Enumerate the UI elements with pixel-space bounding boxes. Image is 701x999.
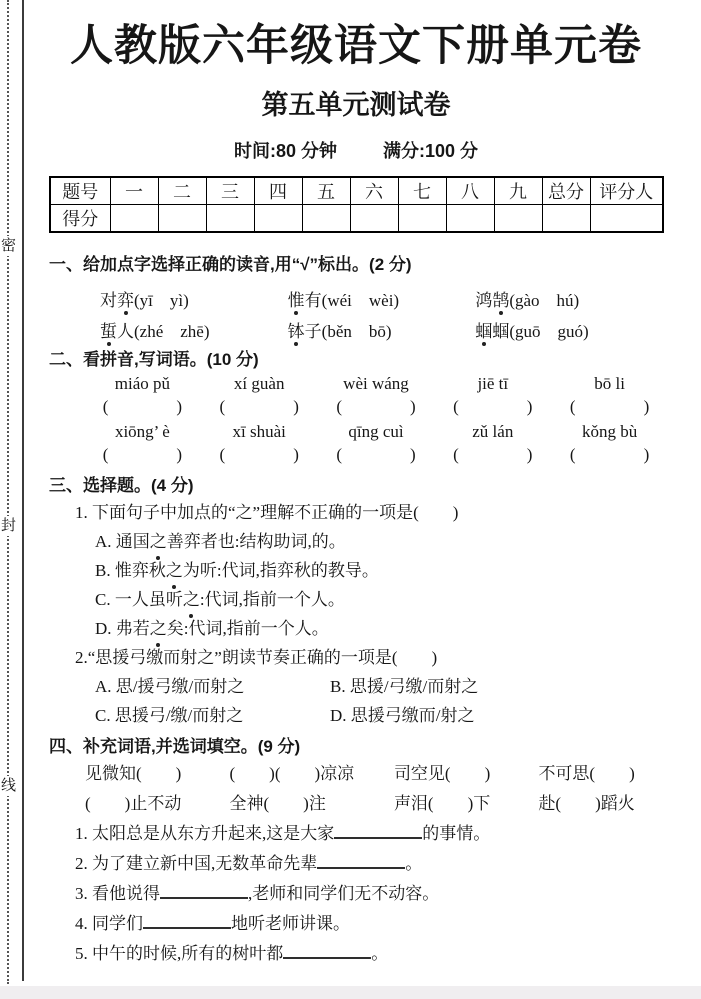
question1-option-b xyxy=(49,556,663,585)
pinyin-choice-item xyxy=(100,317,288,342)
answer-bracket: ( ) xyxy=(102,445,183,465)
score-row-label: 得分 xyxy=(50,205,110,233)
answer-bracket: ( ) xyxy=(219,397,299,417)
seal-solid-line xyxy=(22,0,24,981)
pinyin-write-item xyxy=(206,372,313,420)
seal-label-feng: 封 xyxy=(0,518,16,534)
pinyin-write-item xyxy=(439,420,546,468)
item-post: 有(wéi wèi) xyxy=(304,291,400,311)
section1-row xyxy=(49,314,663,345)
option-pre: B. 惟弈秋 xyxy=(95,561,166,581)
fill-post: 。 xyxy=(405,854,423,874)
question2-option-c: C. 思援弓/缴/而射之 xyxy=(95,706,244,726)
pinyin-text: wèi wáng xyxy=(343,374,409,394)
section4-heading: 四、补充词语,并选词填空。(9 分) xyxy=(49,737,301,757)
score-cell-empty xyxy=(590,205,663,233)
fill-blank-line xyxy=(160,885,248,899)
fill-pre: 1. 太阳总是从东方升起来,这是大家 xyxy=(75,824,335,844)
pinyin-text: xiōng’ è xyxy=(114,422,170,442)
idiom-blank-item: 不可思( ) xyxy=(538,764,635,784)
fill-pre: 4. 同学们 xyxy=(75,914,143,934)
fill-post: 的事情。 xyxy=(422,824,491,844)
fill-blank-line xyxy=(317,855,405,869)
item-post: (gào hú) xyxy=(509,291,580,311)
score-cell-empty xyxy=(398,205,446,233)
pinyin-write-item xyxy=(439,372,546,420)
answer-bracket: ( ) xyxy=(336,397,416,417)
dotted-char: 之 xyxy=(150,614,167,643)
question2-option-a: A. 思/援弓缴/而射之 xyxy=(95,677,245,697)
paper-content xyxy=(49,0,663,969)
seal-label-xian: 线 xyxy=(0,778,16,794)
fill-pre: 2. 为了建立新中国,无数革命先辈 xyxy=(75,854,318,874)
pinyin-text: kǒng bù xyxy=(581,422,638,442)
dotted-char: 之 xyxy=(166,556,183,585)
pinyin-write-item xyxy=(323,420,430,468)
section2-row xyxy=(49,372,663,420)
fill-blank-line xyxy=(143,915,231,929)
idiom-blank-item: 司空见( ) xyxy=(393,764,491,784)
score-table-header-cell: 四 xyxy=(254,177,302,205)
dotted-char: 之 xyxy=(183,585,200,614)
item-post: 蝈(guō guó) xyxy=(492,322,589,342)
pinyin-choice-item xyxy=(475,317,663,342)
dotted-char: 钵 xyxy=(288,317,305,342)
score-table-header-cell: 总分 xyxy=(542,177,590,205)
dotted-char: 之 xyxy=(150,527,167,556)
score-cell-empty xyxy=(254,205,302,233)
page-title: 人教版六年级语文下册单元卷 xyxy=(70,23,642,70)
section4-word-row xyxy=(49,789,663,819)
idiom-blank-item: 全神( )注 xyxy=(229,794,326,814)
option-pre: C. 一人虽听 xyxy=(95,590,183,610)
fill-item-3 xyxy=(49,879,663,909)
dotted-char: 蝈 xyxy=(475,317,492,342)
option-post: :代词,指前一个人。 xyxy=(199,590,345,610)
question2-option-row xyxy=(49,701,663,730)
item-pre: 对 xyxy=(100,291,117,311)
page-bottom-edge xyxy=(0,986,701,999)
option-pre: D. 弗若 xyxy=(95,619,150,639)
score-table-header-cell: 五 xyxy=(302,177,350,205)
item-pre: 鸿 xyxy=(475,291,493,311)
pinyin-text: zǔ lán xyxy=(472,422,514,442)
pinyin-text: bō li xyxy=(594,374,625,394)
score-table xyxy=(49,176,664,233)
score-table-score-row xyxy=(50,205,663,233)
score-cell-empty xyxy=(494,205,542,233)
answer-bracket: ( ) xyxy=(453,445,533,465)
question2-option-d: D. 思援弓缴而/射之 xyxy=(330,706,475,726)
question1-option-a xyxy=(49,527,663,556)
pinyin-choice-item xyxy=(288,317,476,342)
seal-dotted-line xyxy=(7,0,9,984)
fill-blank-line xyxy=(283,945,371,959)
question1-option-d xyxy=(49,614,663,643)
pinyin-write-item xyxy=(206,420,313,468)
option-pre: A. 通国 xyxy=(95,532,150,552)
score-cell-empty xyxy=(542,205,590,233)
exam-info-line xyxy=(49,137,663,163)
fill-pre: 3. 看他说得 xyxy=(75,884,160,904)
score-table-header-cell: 一 xyxy=(110,177,158,205)
score-table-header-cell: 八 xyxy=(446,177,494,205)
pinyin-write-item xyxy=(323,372,430,420)
fill-item-1 xyxy=(49,819,663,849)
pinyin-choice-item xyxy=(475,286,663,311)
pinyin-text: xī shuài xyxy=(232,422,286,442)
answer-bracket: ( ) xyxy=(336,445,416,465)
full-score: 满分:100 分 xyxy=(383,141,479,162)
item-post: (yī yì) xyxy=(134,291,189,311)
answer-bracket: ( ) xyxy=(569,397,650,417)
answer-bracket: ( ) xyxy=(219,445,299,465)
section2-row xyxy=(49,420,663,468)
section2-heading: 二、看拼音,写词语。(10 分) xyxy=(49,350,259,370)
pinyin-text: jiē tī xyxy=(477,374,509,394)
fill-post: 。 xyxy=(371,944,389,964)
pinyin-write-item xyxy=(556,420,663,468)
seal-label-mi: 密 xyxy=(0,238,16,254)
score-table-header-cell: 六 xyxy=(350,177,398,205)
question2-option-b: B. 思援/弓缴/而射之 xyxy=(330,677,479,697)
fill-item-2 xyxy=(49,849,663,879)
option-post: 善弈者也:结构助词,的。 xyxy=(166,532,346,552)
pinyin-choice-item xyxy=(288,286,476,311)
score-table-header-row xyxy=(50,177,663,205)
score-cell-empty xyxy=(350,205,398,233)
dotted-char: 蜇 xyxy=(100,317,117,342)
pinyin-write-item xyxy=(556,372,663,420)
question2-option-row xyxy=(49,672,663,701)
dotted-char: 鹄 xyxy=(492,286,509,311)
item-post: 人(zhé zhē) xyxy=(117,322,210,342)
fill-item-4 xyxy=(49,909,663,939)
pinyin-write-item xyxy=(89,372,196,420)
fill-pre: 5. 中午的时候,所有的树叶都 xyxy=(75,944,284,964)
option-post: 矣:代词,指前一个人。 xyxy=(166,619,329,639)
pinyin-text: miáo pǔ xyxy=(114,374,171,394)
idiom-blank-item: 见微知( ) xyxy=(85,764,182,784)
score-cell-empty xyxy=(446,205,494,233)
score-table-header-cell: 九 xyxy=(494,177,542,205)
section3-heading: 三、选择题。(4 分) xyxy=(49,476,194,496)
section1-row xyxy=(49,283,663,314)
score-table-header-cell: 评分人 xyxy=(590,177,663,205)
pinyin-choice-item xyxy=(100,286,288,311)
item-post: 子(běn bō) xyxy=(304,322,392,342)
pinyin-text: qīng cuì xyxy=(348,422,404,442)
score-cell-empty xyxy=(206,205,254,233)
fill-post: ,老师和同学们无不动容。 xyxy=(248,884,440,904)
pinyin-write-item xyxy=(89,420,196,468)
idiom-blank-item: ( )止不动 xyxy=(85,794,182,814)
question1-option-c xyxy=(49,585,663,614)
answer-bracket: ( ) xyxy=(102,397,183,417)
score-table-header-cell: 三 xyxy=(206,177,254,205)
score-cell-empty xyxy=(302,205,350,233)
score-table-header-cell: 题号 xyxy=(50,177,110,205)
section1-heading: 一、给加点字选择正确的读音,用“√”标出。(2 分) xyxy=(49,255,412,275)
dotted-char: 惟 xyxy=(288,286,305,311)
section4-word-row xyxy=(49,759,663,789)
fill-blank-line xyxy=(334,825,422,839)
question1-stem: 1. 下面句子中加点的“之”理解不正确的一项是( ) xyxy=(75,503,459,523)
score-cell-empty xyxy=(158,205,206,233)
score-cell-empty xyxy=(110,205,158,233)
idiom-blank-item: 赴( )蹈火 xyxy=(538,794,635,814)
idiom-blank-item: 声泪( )下 xyxy=(393,794,491,814)
page-subtitle: 第五单元测试卷 xyxy=(261,90,451,121)
score-table-header-cell: 二 xyxy=(158,177,206,205)
question2-stem: 2.“思援弓缴而射之”朗读节奏正确的一项是( ) xyxy=(75,648,438,668)
idiom-blank-item: ( )( )凉凉 xyxy=(229,764,355,784)
score-table-header-cell: 七 xyxy=(398,177,446,205)
option-post: 为听:代词,指弈秋的教导。 xyxy=(182,561,379,581)
dotted-char: 弈 xyxy=(117,286,134,311)
time-limit: 时间:80 分钟 xyxy=(233,141,337,162)
fill-item-5 xyxy=(49,939,663,969)
fill-post: 地听老师讲课。 xyxy=(231,914,350,934)
answer-bracket: ( ) xyxy=(453,397,533,417)
pinyin-text: xí guàn xyxy=(233,374,285,394)
answer-bracket: ( ) xyxy=(569,445,650,465)
